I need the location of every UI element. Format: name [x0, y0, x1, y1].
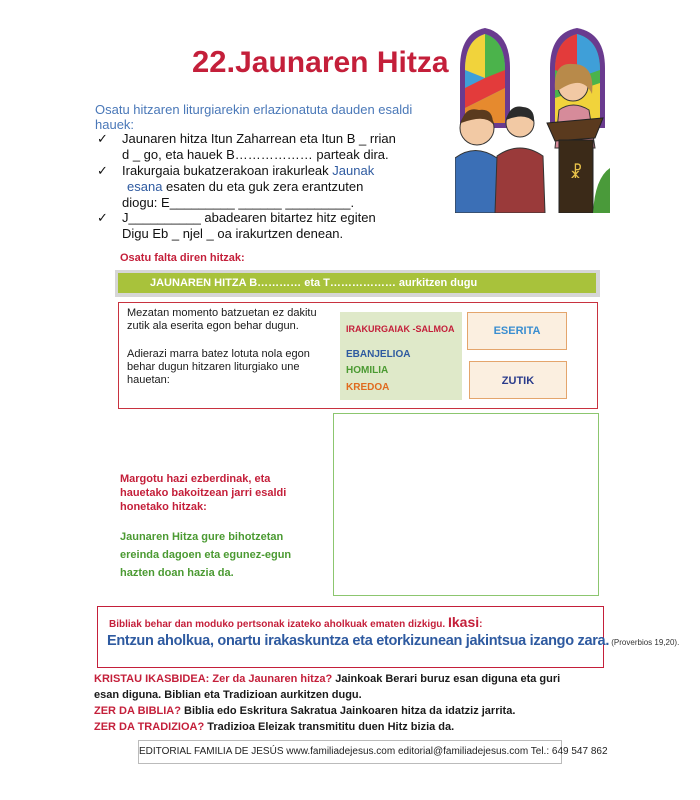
posture-instruction: Adierazi marra batez lotuta nola egon behar dugun hitzaren liturgiako une hauetan:: [127, 348, 310, 386]
coloring-instruction: Margotu hazi ezberdinak, eta hauetako bakoitzean jarri esaldi honetako hitzak:: [120, 473, 287, 513]
part-homily[interactable]: HOMILIA: [346, 365, 389, 376]
sentence-3-line-1: J__________ abadearen bitartez hitz egiten: [122, 210, 376, 225]
catechism-line-3: ZER DA BIBLIA? Biblia edo Eskritura Sakratua Jainkoaren hitza da idatziz jarrita.: [94, 705, 516, 717]
catechism-line-4: ZER DA TRADIZIOA? Tradizioa Eleizak transmititu duen Hitz bizia da.: [94, 721, 455, 733]
fill-missing-label: Osatu falta diren hitzak:: [120, 252, 245, 264]
sentence-3-line-2: Digu Eb _ njel _ oa irakurtzen denean.: [122, 226, 344, 241]
posture-sitting[interactable]: ESERITA: [467, 312, 567, 350]
sentence-1-line-2: d _ go, eta hauek B……………… parteak dira.: [122, 147, 389, 162]
posture-standing[interactable]: ZUTIK: [469, 361, 567, 399]
sentence-2-line-3: diogu: E_________ ______ _________.: [122, 195, 355, 210]
part-creed[interactable]: KREDOA: [346, 382, 390, 393]
page-title: [192, 44, 449, 80]
check-icon: ✓: [97, 163, 108, 178]
proverb-quote: Entzun aholkua, onartu irakaskuntza eta etorkizunean jakintsua izango zara. (Proverbios 19,20).: [107, 633, 680, 649]
title-text: Jaunaren Hitza: [235, 46, 449, 79]
seed-sentence: Jaunaren Hitza gure bihotzetan ereinda dagoen eta egunez-egun hazten doan hazia da.: [120, 531, 292, 579]
check-icon: ✓: [97, 210, 108, 225]
catechism-line-1: KRISTAU IKASBIDEA: Zer da Jaunaren hitza? Jainkoak Berari buruz esan diguna eta guri: [94, 673, 561, 685]
posture-question: Mezatan momento batzuetan ez dakitu zutik ala eserita egon behar dugun.: [127, 307, 317, 332]
part-readings[interactable]: IRAKURGAIAK -SALMOA: [346, 324, 455, 334]
publisher-footer: EDITORIAL FAMILIA DE JESÚS www.familiadejesus.com editorial@familiadejesus.com Tel.: 649 547 862: [138, 740, 562, 764]
bible-intro: Bibliak behar dan moduko pertsonak izateko aholkuak ematen dizkigu. Ikasi:: [109, 614, 483, 630]
sentence-1-line-1: Jaunaren hitza Itun Zaharrean eta Itun B _ rrian: [122, 131, 396, 146]
proverb-reference: (Proverbios 19,20).: [609, 638, 680, 647]
drawing-area[interactable]: [333, 413, 599, 596]
catechism-line-2: esan diguna. Biblian eta Tradizioan aurkitzen dugu.: [94, 689, 362, 701]
learn-label: Ikasi: [447, 614, 480, 630]
lesson-number: 22.: [192, 44, 236, 79]
check-icon: ✓: [97, 131, 108, 146]
fill-banner-text: JAUNAREN HITZA B………… eta T……………… aurkitzen dugu: [118, 273, 596, 293]
svg-text:☧: ☧: [569, 163, 583, 182]
sentence-2-line-2: esana esaten du eta guk zera erantzuten: [127, 179, 364, 194]
intro-instruction: Osatu hitzaren liturgiarekin erlazionatuta dauden esaldi hauek:: [95, 102, 413, 132]
liturgy-parts-box: [340, 312, 462, 400]
fill-banner: [115, 270, 600, 297]
sentence-2-line-1: Irakurgaia bukatzerakoan irakurleak Jaunak: [122, 163, 375, 178]
part-gospel[interactable]: EBANJELIOA: [346, 349, 411, 360]
church-reading-illustration: [455, 28, 610, 213]
